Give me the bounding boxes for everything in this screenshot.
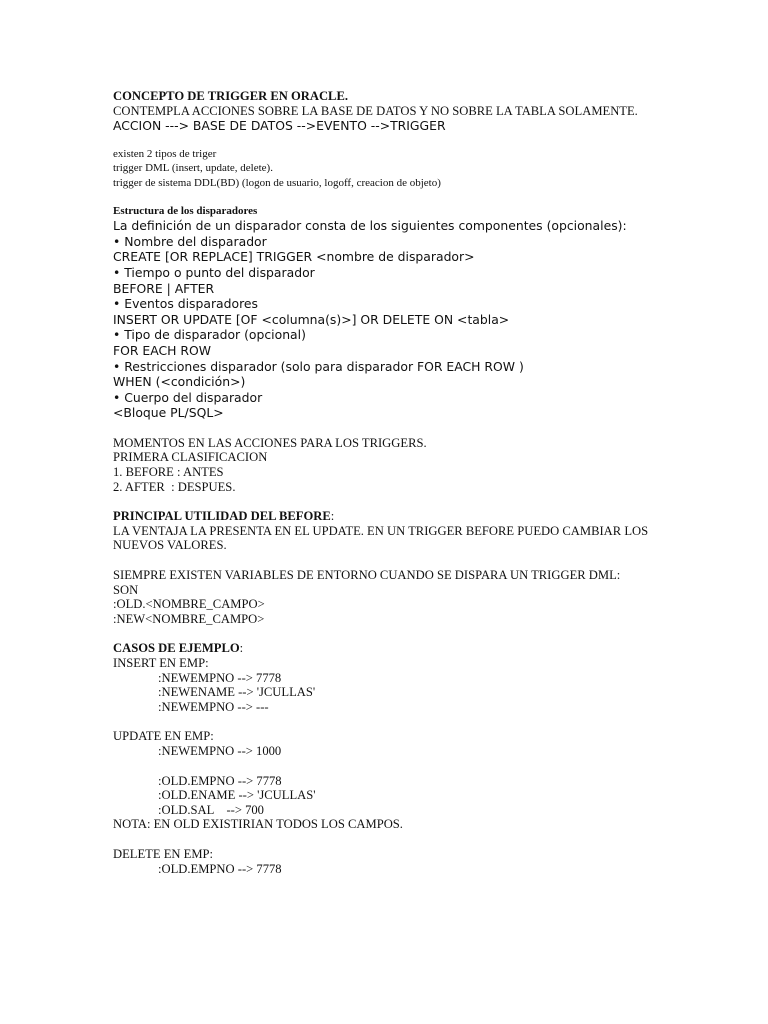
estructura-heading: Estructura de los disparadores	[113, 204, 258, 217]
insert-line: :NEWEMPNO --> ---	[158, 699, 269, 714]
estructura-line: • Eventos disparadores	[113, 296, 258, 312]
utilidad-text-2: NUEVOS VALORES.	[113, 538, 227, 553]
utilidad-heading-line	[113, 509, 733, 524]
document-title: CONCEPTO DE TRIGGER EN ORACLE.	[113, 89, 349, 103]
header-line-1: CONTEMPLA ACCIONES SOBRE LA BASE DE DATOS Y NO SOBRE LA TABLA SOLAMENTE.	[113, 103, 638, 118]
update-old-line: :OLD.EMPNO --> 7778	[158, 773, 282, 788]
utilidad-colon: :	[330, 509, 335, 524]
casos-colon: :	[239, 641, 244, 656]
estructura-line: CREATE [OR REPLACE] TRIGGER <nombre de disparador>	[113, 249, 475, 265]
delete-line: :OLD.EMPNO --> 7778	[158, 861, 282, 876]
utilidad-heading: PRINCIPAL UTILIDAD DEL BEFORE	[113, 509, 331, 524]
document-body	[113, 89, 733, 876]
momentos-clasificacion: PRIMERA CLASIFICACION	[113, 450, 268, 465]
variables-line-2: SON	[113, 582, 139, 597]
casos-heading: CASOS DE EJEMPLO	[113, 641, 240, 656]
estructura-line: <Bloque PL/SQL>	[113, 405, 224, 421]
casos-heading-line	[113, 641, 733, 656]
estructura-line: • Cuerpo del disparador	[113, 389, 263, 405]
update-title: UPDATE EN EMP:	[113, 729, 214, 744]
insert-line: :NEWENAME --> 'JCULLAS'	[158, 685, 316, 700]
variables-old: :OLD.<NOMBRE_CAMPO>	[113, 597, 265, 612]
estructura-line: La definición de un disparador consta de los siguientes componentes (opcionales):	[113, 218, 627, 234]
update-new-line: :NEWEMPNO --> 1000	[158, 743, 282, 758]
estructura-line: FOR EACH ROW	[113, 342, 212, 358]
estructura-line: INSERT OR UPDATE [OF <columna(s)>] OR DELETE ON <tabla>	[113, 311, 510, 327]
update-old-line: :OLD.ENAME --> 'JCULLAS'	[158, 788, 316, 803]
estructura-line: • Restricciones disparador (solo para disparador FOR EACH ROW )	[113, 358, 524, 374]
variables-new: :NEW<NOMBRE_CAMPO>	[113, 611, 265, 626]
estructura-line: WHEN (<condición>)	[113, 374, 246, 390]
momentos-item: 2. AFTER : DESPUES.	[113, 479, 236, 494]
update-nota: NOTA: EN OLD EXISTIRIAN TODOS LOS CAMPOS.	[113, 817, 403, 832]
header-line-2: ACCION ---> BASE DE DATOS -->EVENTO -->TRIGGER	[113, 118, 446, 134]
estructura-line: • Tipo de disparador (opcional)	[113, 327, 306, 343]
estructura-line: • Nombre del disparador	[113, 233, 267, 249]
estructura-line: • Tiempo o punto del disparador	[113, 264, 315, 280]
update-old-line: :OLD.SAL --> 700	[158, 802, 264, 817]
estructura-line: BEFORE | AFTER	[113, 280, 215, 296]
delete-title: DELETE EN EMP:	[113, 846, 214, 861]
momentos-heading: MOMENTOS EN LAS ACCIONES PARA LOS TRIGGERS.	[113, 435, 427, 450]
tipos-sistema: trigger de sistema DDL(BD) (logon de usuario, logoff, creacion de objeto)	[113, 176, 441, 189]
utilidad-text-1: LA VENTAJA LA PRESENTA EN EL UPDATE. EN UN TRIGGER BEFORE PUEDO CAMBIAR LOS	[113, 523, 649, 538]
tipos-intro: existen 2 tipos de triger	[113, 147, 217, 160]
tipos-dml: trigger DML (insert, update, delete).	[113, 162, 273, 175]
insert-title: INSERT EN EMP:	[113, 656, 209, 670]
insert-line: :NEWEMPNO --> 7778	[158, 670, 282, 685]
variables-line-1: SIEMPRE EXISTEN VARIABLES DE ENTORNO CUANDO SE DISPARA UN TRIGGER DML:	[113, 568, 621, 583]
momentos-item: 1. BEFORE : ANTES	[113, 465, 224, 480]
